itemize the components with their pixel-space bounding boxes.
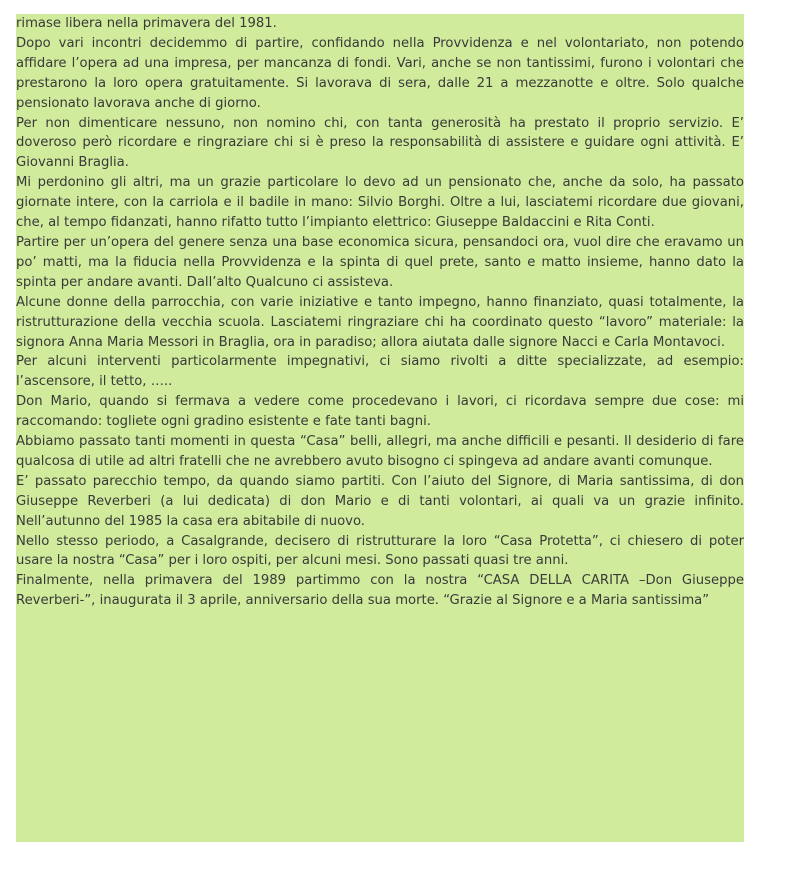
paragraph-1: rimase libera nella primavera del 1981. bbox=[16, 16, 277, 31]
paragraph-7: Per alcuni interventi particolarmente impegnativi, ci siamo rivolti a ditte specializzate, ad esempio: l’ascensore, il tetto, ….. bbox=[16, 354, 744, 390]
paragraph-2: Dopo vari incontri decidemmo di partire, confidando nella Provvidenza e nel volontariato, non potendo affidare l’opera ad una impresa, per mancanza di fondi. Vari, anche se non tantissimi, furono i volontari che prestarono la loro opera gratuitamente. Si lavorava di sera, dalle 21 a mezzanotte e oltre. Solo qualche pensionato lavorava anche di giorno. bbox=[16, 35, 744, 111]
paragraph-12: Finalmente, nella primavera del 1989 partimmo con la nostra “CASA DELLA CARITA –Don Giuseppe Reverberi-”, inaugurata il 3 aprile, anniversario della sua morte. “Grazie al Signore e a Maria santissima” bbox=[16, 573, 744, 609]
paragraph-4: Mi perdonino gli altri, ma un grazie particolare lo devo ad un pensionato che, anche da solo, ha passato giornate intere, con la carriola e il badile in mano: Silvio Borghi. Oltre a lui, lasciatemi ricordare due giovani, che, al tempo fidanzati, hanno rifatto tutto l’impianto elettrico: Giuseppe Baldaccini e Rita Conti. bbox=[16, 175, 744, 231]
paragraph-5: Partire per un’opera del genere senza una base economica sicura, pensandoci ora, vuol dire che eravamo un po’ matti, ma la fiducia nella Provvidenza e la spinta di quel prete, santo e matto insieme, hanno dato la spinta per andare avanti. Dall’alto Qualcuno ci assisteva. bbox=[16, 234, 744, 290]
paragraph-8: Don Mario, quando si fermava a vedere come procedevano i lavori, ci ricordava sempre due cose: mi raccomando: togliete ogni gradino esistente e fate tanti bagni. bbox=[16, 394, 744, 430]
document-text-block bbox=[16, 14, 744, 842]
paragraph-6: Alcune donne della parrocchia, con varie iniziative e tanto impegno, hanno finanziato, quasi totalmente, la ristrutturazione della vecchia scuola. Lasciatemi ringraziare chi ha coordinato questo “lavoro” materiale: la signora Anna Maria Messori in Braglia, ora in paradiso; allora aiutata dalle signore Nacci e Carla Montavoci. bbox=[16, 294, 744, 350]
paragraph-9: Abbiamo passato tanti momenti in questa “Casa” belli, allegri, ma anche difficili e pesanti. Il desiderio di fare qualcosa di utile ad altri fratelli che ne avrebbero avuto bisogno ci spingeva ad andare avanti comunque. bbox=[16, 434, 744, 469]
paragraph-3: Per non dimenticare nessuno, non nomino chi, con tanta generosità ha prestato il proprio servizio. E’ doveroso però ricordare e ringraziare chi si è preso la responsabilità di assistere e guidare ogni attività. E’ Giovanni Braglia. bbox=[16, 115, 744, 171]
paragraph-11: Nello stesso periodo, a Casalgrande, decisero di ristrutturare la loro “Casa Protetta”, ci chiesero di poter usare la nostra “Casa” per i loro ospiti, per alcuni mesi. Sono passati quasi tre anni. bbox=[16, 533, 744, 569]
paragraph-10: E’ passato parecchio tempo, da quando siamo partiti. Con l’aiuto del Signore, di Maria santissima, di don Giuseppe Reverberi (a lui dedicata) di don Mario e di tanti volontari, ai quali va un grazie infinito. Nell’autunno del 1985 la casa era abitabile di nuovo. bbox=[16, 473, 744, 529]
